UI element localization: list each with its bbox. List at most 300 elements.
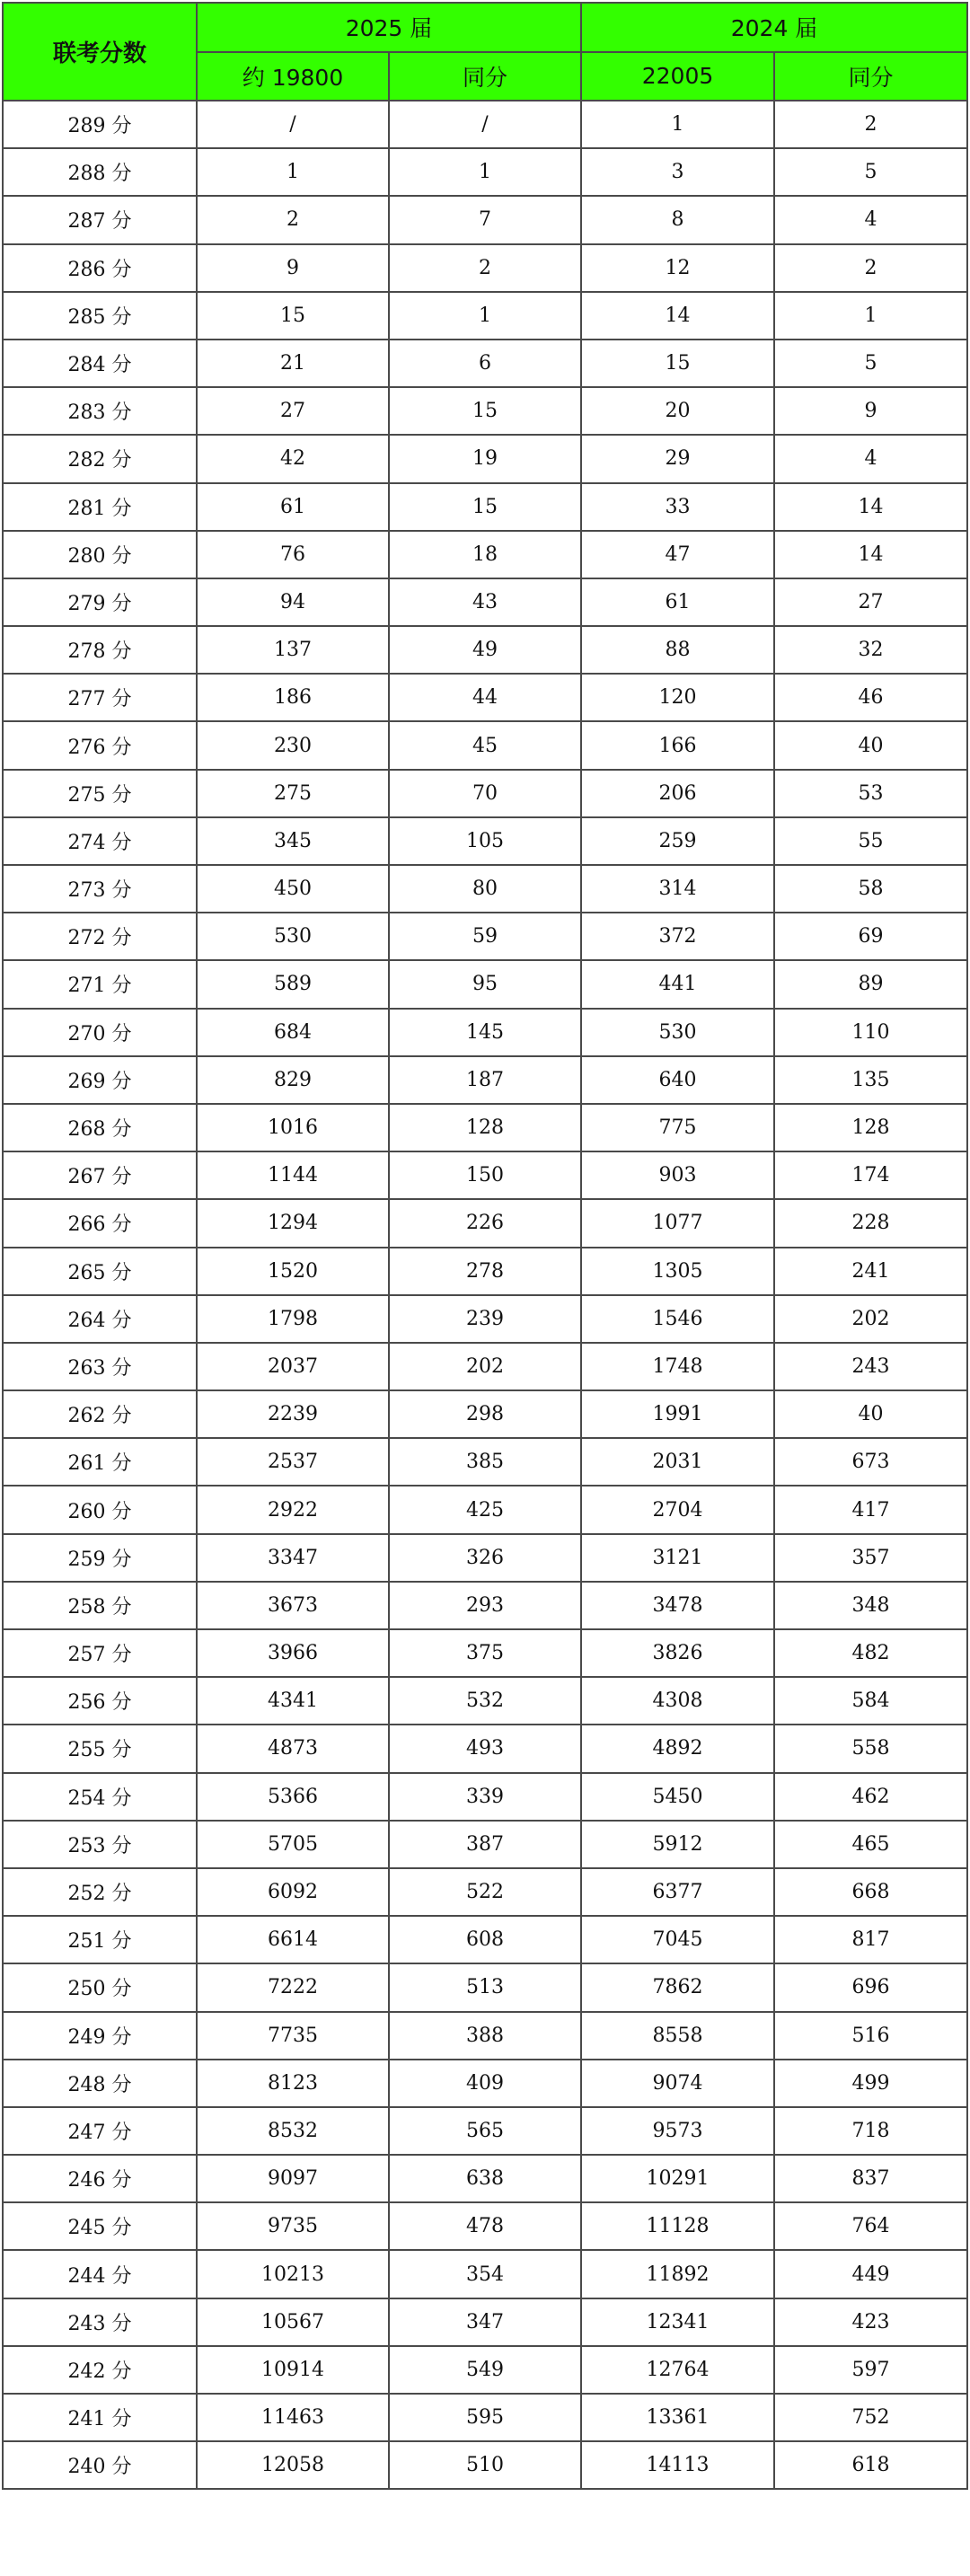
cell-score: 242 分 (3, 2346, 197, 2394)
table-row (3, 387, 967, 435)
cell-score: 280 分 (3, 531, 197, 578)
cell-same-2025: 18 (389, 531, 581, 578)
cell-same-2025: 565 (389, 2107, 581, 2155)
cell-same-2025: 15 (389, 483, 581, 531)
cell-rank-2024: 120 (581, 674, 774, 721)
cell-score: 272 分 (3, 913, 197, 960)
cell-rank-2025: 10213 (197, 2250, 389, 2298)
cell-same-2024: 696 (774, 1963, 967, 2011)
cell-rank-2024: 1991 (581, 1390, 774, 1438)
cell-score: 266 分 (3, 1199, 197, 1247)
table-row (3, 2060, 967, 2107)
header-total-2024: 22005 (581, 52, 774, 101)
table-row (3, 1343, 967, 1390)
cell-same-2024: 32 (774, 626, 967, 674)
table-row (3, 483, 967, 531)
cell-rank-2024: 3121 (581, 1534, 774, 1582)
table-row (3, 2346, 967, 2394)
table-header (3, 3, 967, 101)
header-row-years (3, 3, 967, 52)
cell-rank-2024: 4892 (581, 1725, 774, 1772)
cell-same-2025: 49 (389, 626, 581, 674)
cell-rank-2024: 206 (581, 770, 774, 817)
cell-same-2024: 462 (774, 1773, 967, 1821)
cell-same-2025: 1 (389, 148, 581, 196)
cell-same-2025: 45 (389, 721, 581, 769)
cell-score: 249 分 (3, 2012, 197, 2060)
cell-rank-2025: 12058 (197, 2441, 389, 2489)
cell-same-2024: 4 (774, 196, 967, 243)
cell-same-2025: 6 (389, 340, 581, 387)
cell-rank-2025: / (197, 101, 389, 148)
cell-rank-2024: 1546 (581, 1295, 774, 1343)
cell-rank-2025: 10567 (197, 2298, 389, 2346)
cell-same-2025: 293 (389, 1582, 581, 1629)
cell-rank-2025: 5366 (197, 1773, 389, 1821)
cell-rank-2025: 8123 (197, 2060, 389, 2107)
cell-rank-2025: 76 (197, 531, 389, 578)
cell-rank-2025: 7222 (197, 1963, 389, 2011)
cell-rank-2024: 6377 (581, 1868, 774, 1916)
cell-rank-2025: 589 (197, 960, 389, 1008)
cell-rank-2025: 9 (197, 244, 389, 292)
cell-same-2025: 522 (389, 1868, 581, 1916)
table-row (3, 626, 967, 674)
cell-rank-2024: 530 (581, 1009, 774, 1056)
cell-score: 254 分 (3, 1773, 197, 1821)
cell-same-2024: 482 (774, 1629, 967, 1677)
cell-same-2025: 387 (389, 1821, 581, 1868)
cell-same-2024: 14 (774, 531, 967, 578)
cell-same-2024: 499 (774, 2060, 967, 2107)
cell-same-2025: 226 (389, 1199, 581, 1247)
cell-same-2025: 202 (389, 1343, 581, 1390)
table-row (3, 1056, 967, 1104)
cell-rank-2025: 1294 (197, 1199, 389, 1247)
table-row (3, 960, 967, 1008)
table-row (3, 1104, 967, 1151)
cell-rank-2025: 3347 (197, 1534, 389, 1582)
cell-same-2025: 608 (389, 1916, 581, 1963)
cell-rank-2024: 3478 (581, 1582, 774, 1629)
cell-same-2024: 135 (774, 1056, 967, 1104)
cell-rank-2025: 829 (197, 1056, 389, 1104)
cell-same-2024: 417 (774, 1486, 967, 1533)
cell-rank-2025: 9097 (197, 2155, 389, 2202)
table-row (3, 1486, 967, 1533)
cell-rank-2024: 20 (581, 387, 774, 435)
cell-same-2024: 348 (774, 1582, 967, 1629)
cell-score: 282 分 (3, 435, 197, 482)
cell-score: 274 分 (3, 817, 197, 865)
cell-score: 260 分 (3, 1486, 197, 1533)
cell-same-2025: / (389, 101, 581, 148)
cell-score: 270 分 (3, 1009, 197, 1056)
table-row (3, 531, 967, 578)
cell-same-2025: 478 (389, 2202, 581, 2250)
table-row (3, 1868, 967, 1916)
cell-same-2025: 59 (389, 913, 581, 960)
cell-rank-2024: 314 (581, 865, 774, 913)
cell-rank-2024: 14 (581, 292, 774, 340)
cell-same-2025: 128 (389, 1104, 581, 1151)
cell-score: 261 分 (3, 1438, 197, 1486)
cell-rank-2024: 12 (581, 244, 774, 292)
cell-score: 288 分 (3, 148, 197, 196)
cell-same-2024: 2 (774, 244, 967, 292)
table-row (3, 1295, 967, 1343)
cell-rank-2024: 14113 (581, 2441, 774, 2489)
table-row (3, 340, 967, 387)
cell-rank-2024: 61 (581, 578, 774, 626)
cell-same-2025: 425 (389, 1486, 581, 1533)
cell-same-2024: 584 (774, 1677, 967, 1725)
cell-same-2024: 718 (774, 2107, 967, 2155)
cell-rank-2025: 6614 (197, 1916, 389, 1963)
cell-rank-2025: 5705 (197, 1821, 389, 1868)
cell-same-2024: 69 (774, 913, 967, 960)
cell-rank-2024: 12764 (581, 2346, 774, 2394)
cell-same-2025: 409 (389, 2060, 581, 2107)
cell-score: 244 分 (3, 2250, 197, 2298)
cell-score: 258 分 (3, 1582, 197, 1629)
cell-same-2024: 752 (774, 2394, 967, 2441)
cell-same-2025: 1 (389, 292, 581, 340)
cell-rank-2025: 137 (197, 626, 389, 674)
header-same-score-2025: 同分 (389, 52, 581, 101)
cell-same-2024: 516 (774, 2012, 967, 2060)
cell-score: 275 分 (3, 770, 197, 817)
table-row (3, 1009, 967, 1056)
cell-score: 273 分 (3, 865, 197, 913)
cell-score: 267 分 (3, 1151, 197, 1199)
table-row (3, 913, 967, 960)
cell-same-2024: 243 (774, 1343, 967, 1390)
table-row (3, 1821, 967, 1868)
cell-same-2024: 53 (774, 770, 967, 817)
cell-rank-2024: 7862 (581, 1963, 774, 2011)
header-year-2025: 2025 届 (197, 3, 581, 52)
cell-rank-2025: 4341 (197, 1677, 389, 1725)
table-row (3, 2441, 967, 2489)
cell-rank-2024: 3826 (581, 1629, 774, 1677)
cell-rank-2025: 7735 (197, 2012, 389, 2060)
table-row (3, 2250, 967, 2298)
cell-score: 253 分 (3, 1821, 197, 1868)
table-row (3, 2298, 967, 2346)
cell-same-2025: 347 (389, 2298, 581, 2346)
cell-rank-2024: 5912 (581, 1821, 774, 1868)
cell-rank-2024: 88 (581, 626, 774, 674)
cell-rank-2025: 2922 (197, 1486, 389, 1533)
cell-score: 289 分 (3, 101, 197, 148)
cell-same-2025: 298 (389, 1390, 581, 1438)
table-row (3, 2107, 967, 2155)
cell-same-2025: 95 (389, 960, 581, 1008)
cell-rank-2025: 8532 (197, 2107, 389, 2155)
cell-rank-2025: 27 (197, 387, 389, 435)
cell-rank-2024: 166 (581, 721, 774, 769)
cell-same-2025: 326 (389, 1534, 581, 1582)
cell-same-2025: 513 (389, 1963, 581, 2011)
cell-same-2024: 357 (774, 1534, 967, 1582)
cell-rank-2024: 1 (581, 101, 774, 148)
cell-same-2025: 339 (389, 1773, 581, 1821)
cell-same-2025: 278 (389, 1248, 581, 1295)
cell-score: 285 分 (3, 292, 197, 340)
cell-rank-2024: 29 (581, 435, 774, 482)
cell-score: 278 分 (3, 626, 197, 674)
cell-rank-2024: 5450 (581, 1773, 774, 1821)
cell-rank-2024: 775 (581, 1104, 774, 1151)
cell-rank-2025: 10914 (197, 2346, 389, 2394)
table-row (3, 721, 967, 769)
cell-same-2025: 187 (389, 1056, 581, 1104)
table-row (3, 2202, 967, 2250)
table-row (3, 1725, 967, 1772)
cell-same-2025: 493 (389, 1725, 581, 1772)
cell-same-2025: 385 (389, 1438, 581, 1486)
cell-rank-2025: 2537 (197, 1438, 389, 1486)
cell-rank-2024: 3 (581, 148, 774, 196)
cell-score: 245 分 (3, 2202, 197, 2250)
cell-rank-2024: 1748 (581, 1343, 774, 1390)
table-row (3, 2155, 967, 2202)
cell-same-2024: 817 (774, 1916, 967, 1963)
cell-rank-2025: 1520 (197, 1248, 389, 1295)
cell-same-2024: 5 (774, 148, 967, 196)
cell-rank-2025: 2 (197, 196, 389, 243)
cell-rank-2024: 8 (581, 196, 774, 243)
cell-score: 286 分 (3, 244, 197, 292)
cell-same-2024: 89 (774, 960, 967, 1008)
cell-rank-2024: 12341 (581, 2298, 774, 2346)
cell-rank-2024: 9074 (581, 2060, 774, 2107)
cell-score: 247 分 (3, 2107, 197, 2155)
cell-rank-2025: 450 (197, 865, 389, 913)
table-row (3, 770, 967, 817)
cell-score: 241 分 (3, 2394, 197, 2441)
cell-rank-2025: 15 (197, 292, 389, 340)
cell-score: 256 分 (3, 1677, 197, 1725)
table-row (3, 817, 967, 865)
cell-same-2024: 55 (774, 817, 967, 865)
cell-same-2024: 27 (774, 578, 967, 626)
cell-score: 259 分 (3, 1534, 197, 1582)
cell-rank-2025: 21 (197, 340, 389, 387)
cell-score: 255 分 (3, 1725, 197, 1772)
table-row (3, 865, 967, 913)
cell-score: 264 分 (3, 1295, 197, 1343)
cell-same-2025: 70 (389, 770, 581, 817)
cell-score: 284 分 (3, 340, 197, 387)
cell-rank-2024: 259 (581, 817, 774, 865)
header-total-2025: 约 19800 (197, 52, 389, 101)
cell-same-2025: 7 (389, 196, 581, 243)
cell-rank-2024: 372 (581, 913, 774, 960)
cell-same-2024: 14 (774, 483, 967, 531)
table-row (3, 2394, 967, 2441)
cell-score: 276 分 (3, 721, 197, 769)
cell-same-2025: 510 (389, 2441, 581, 2489)
cell-rank-2024: 1305 (581, 1248, 774, 1295)
cell-rank-2025: 4873 (197, 1725, 389, 1772)
table-row (3, 196, 967, 243)
cell-same-2025: 150 (389, 1151, 581, 1199)
cell-rank-2025: 2037 (197, 1343, 389, 1390)
cell-same-2024: 618 (774, 2441, 967, 2489)
cell-rank-2025: 94 (197, 578, 389, 626)
cell-same-2024: 58 (774, 865, 967, 913)
table-row (3, 1438, 967, 1486)
header-year-2024: 2024 届 (581, 3, 967, 52)
table-row (3, 1582, 967, 1629)
table-row (3, 1629, 967, 1677)
cell-score: 268 分 (3, 1104, 197, 1151)
table-row (3, 578, 967, 626)
cell-rank-2024: 4308 (581, 1677, 774, 1725)
table-row (3, 1151, 967, 1199)
cell-score: 250 分 (3, 1963, 197, 2011)
cell-rank-2025: 61 (197, 483, 389, 531)
cell-score: 243 分 (3, 2298, 197, 2346)
cell-same-2025: 105 (389, 817, 581, 865)
cell-rank-2025: 3966 (197, 1629, 389, 1677)
cell-same-2024: 202 (774, 1295, 967, 1343)
cell-same-2024: 9 (774, 387, 967, 435)
cell-same-2024: 423 (774, 2298, 967, 2346)
cell-rank-2025: 11463 (197, 2394, 389, 2441)
cell-same-2024: 837 (774, 2155, 967, 2202)
table-row (3, 1773, 967, 1821)
table-row (3, 148, 967, 196)
cell-score: 271 分 (3, 960, 197, 1008)
score-rank-table (2, 2, 968, 2490)
table-row (3, 2012, 967, 2060)
cell-same-2024: 5 (774, 340, 967, 387)
cell-rank-2025: 684 (197, 1009, 389, 1056)
cell-same-2025: 19 (389, 435, 581, 482)
cell-score: 277 分 (3, 674, 197, 721)
table-row (3, 1248, 967, 1295)
cell-rank-2025: 345 (197, 817, 389, 865)
cell-score: 248 分 (3, 2060, 197, 2107)
cell-same-2025: 388 (389, 2012, 581, 2060)
header-same-score-2024: 同分 (774, 52, 967, 101)
cell-rank-2024: 33 (581, 483, 774, 531)
cell-rank-2025: 275 (197, 770, 389, 817)
cell-rank-2024: 13361 (581, 2394, 774, 2441)
cell-same-2024: 228 (774, 1199, 967, 1247)
cell-same-2024: 2 (774, 101, 967, 148)
cell-rank-2024: 2031 (581, 1438, 774, 1486)
table-body (3, 101, 967, 2489)
cell-same-2025: 43 (389, 578, 581, 626)
cell-same-2024: 40 (774, 1390, 967, 1438)
cell-rank-2024: 8558 (581, 2012, 774, 2060)
cell-rank-2024: 7045 (581, 1916, 774, 1963)
cell-same-2025: 638 (389, 2155, 581, 2202)
cell-same-2024: 673 (774, 1438, 967, 1486)
cell-same-2025: 145 (389, 1009, 581, 1056)
cell-same-2025: 239 (389, 1295, 581, 1343)
cell-same-2024: 174 (774, 1151, 967, 1199)
cell-rank-2025: 1 (197, 148, 389, 196)
cell-same-2024: 449 (774, 2250, 967, 2298)
cell-rank-2025: 42 (197, 435, 389, 482)
cell-same-2024: 128 (774, 1104, 967, 1151)
cell-rank-2025: 1798 (197, 1295, 389, 1343)
table-row (3, 292, 967, 340)
cell-score: 246 分 (3, 2155, 197, 2202)
cell-rank-2024: 640 (581, 1056, 774, 1104)
cell-rank-2024: 1077 (581, 1199, 774, 1247)
table-row (3, 244, 967, 292)
table-row (3, 674, 967, 721)
cell-same-2025: 2 (389, 244, 581, 292)
cell-rank-2024: 11128 (581, 2202, 774, 2250)
cell-same-2025: 354 (389, 2250, 581, 2298)
cell-same-2024: 110 (774, 1009, 967, 1056)
cell-same-2025: 44 (389, 674, 581, 721)
cell-score: 269 分 (3, 1056, 197, 1104)
table-row (3, 1534, 967, 1582)
cell-same-2024: 40 (774, 721, 967, 769)
cell-rank-2025: 3673 (197, 1582, 389, 1629)
cell-rank-2025: 230 (197, 721, 389, 769)
cell-rank-2025: 186 (197, 674, 389, 721)
cell-rank-2025: 6092 (197, 1868, 389, 1916)
cell-same-2024: 558 (774, 1725, 967, 1772)
cell-same-2024: 668 (774, 1868, 967, 1916)
cell-same-2025: 80 (389, 865, 581, 913)
cell-score: 279 分 (3, 578, 197, 626)
cell-rank-2024: 11892 (581, 2250, 774, 2298)
cell-same-2025: 595 (389, 2394, 581, 2441)
table-row (3, 435, 967, 482)
cell-same-2024: 1 (774, 292, 967, 340)
cell-same-2025: 375 (389, 1629, 581, 1677)
cell-score: 251 分 (3, 1916, 197, 1963)
cell-score: 281 分 (3, 483, 197, 531)
cell-score: 240 分 (3, 2441, 197, 2489)
table-row (3, 101, 967, 148)
cell-rank-2024: 10291 (581, 2155, 774, 2202)
cell-rank-2025: 1144 (197, 1151, 389, 1199)
cell-same-2025: 549 (389, 2346, 581, 2394)
cell-score: 262 分 (3, 1390, 197, 1438)
cell-rank-2025: 9735 (197, 2202, 389, 2250)
cell-rank-2024: 15 (581, 340, 774, 387)
cell-score: 265 分 (3, 1248, 197, 1295)
table-row (3, 1963, 967, 2011)
cell-rank-2025: 530 (197, 913, 389, 960)
table-row (3, 1199, 967, 1247)
cell-same-2024: 46 (774, 674, 967, 721)
table-row (3, 1390, 967, 1438)
table-row (3, 1916, 967, 1963)
header-score-label: 联考分数 (3, 3, 197, 101)
cell-same-2024: 465 (774, 1821, 967, 1868)
cell-rank-2024: 9573 (581, 2107, 774, 2155)
cell-rank-2025: 1016 (197, 1104, 389, 1151)
cell-same-2025: 15 (389, 387, 581, 435)
cell-rank-2024: 903 (581, 1151, 774, 1199)
cell-score: 252 分 (3, 1868, 197, 1916)
cell-rank-2024: 2704 (581, 1486, 774, 1533)
cell-score: 257 分 (3, 1629, 197, 1677)
cell-same-2024: 4 (774, 435, 967, 482)
